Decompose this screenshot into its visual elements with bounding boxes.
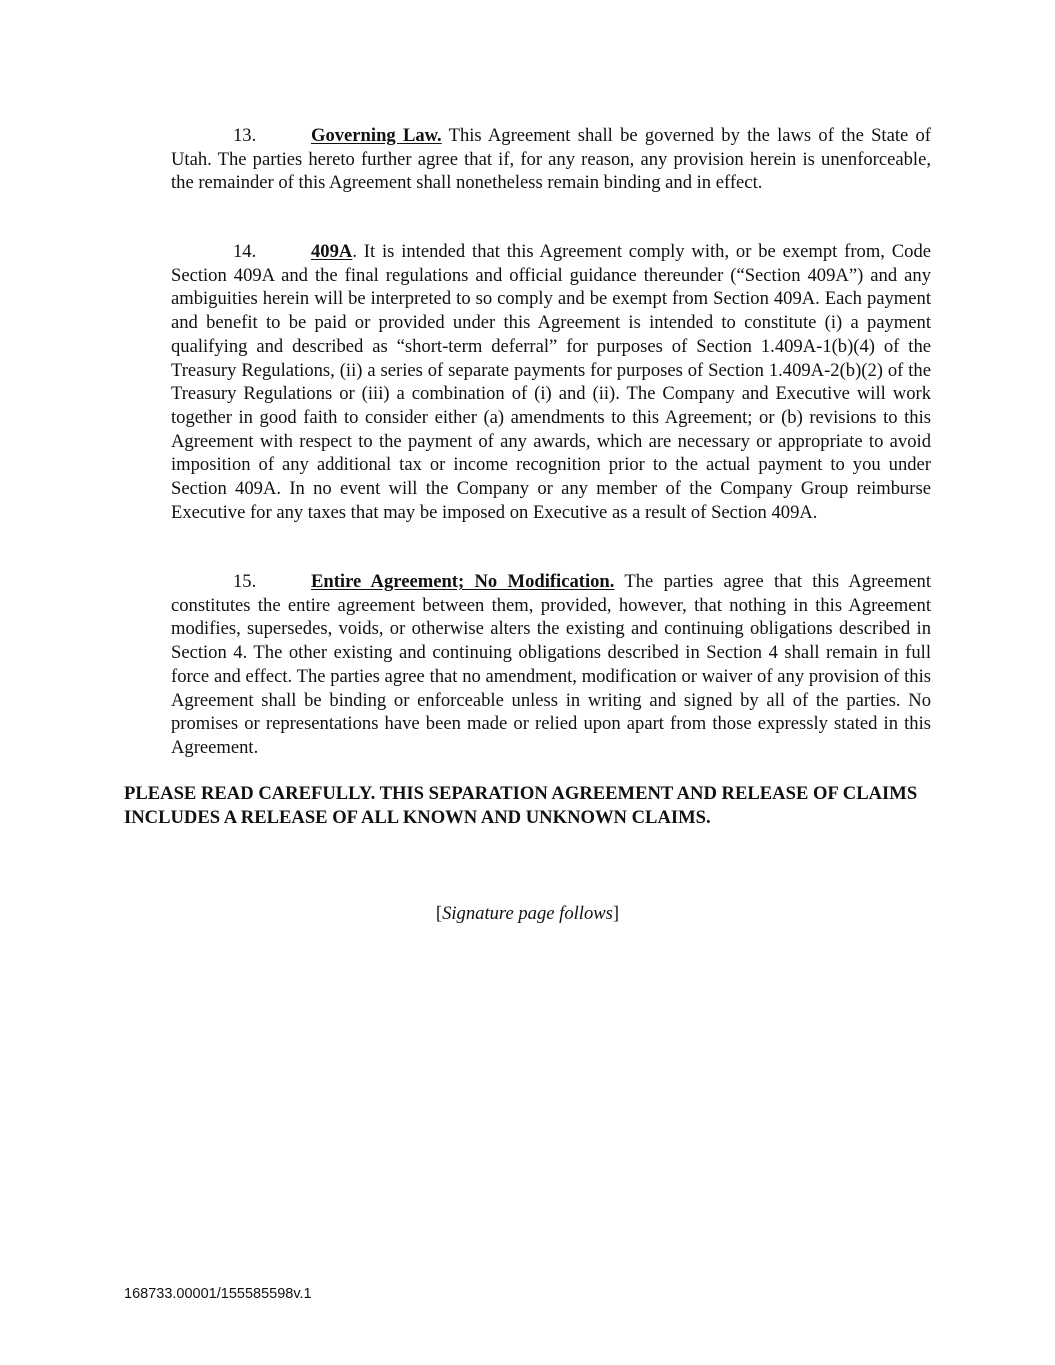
section-body: The parties agree that this Agreement constitutes the entire agreement between them, provided, however, that nothing in this Agreement modifies, supersedes, voids, or otherwise alters the existing and continuing obligations described in Section 4. The other existing and continuing obligations described in Section 4 shall remain in full force and effect. The parties agree that no amendment, modification or waiver of any provision of this Agreement shall be binding or enforceable unless in writing and signed by all of the parties. No promises or representations have been made or relied upon apart from those expressly stated in this Agreement. (171, 571, 931, 758)
section-governing-law (171, 124, 931, 195)
section-409a (171, 240, 931, 524)
section-number: 14. (233, 241, 257, 262)
signature-note-text: Signature page follows (442, 903, 613, 924)
section-heading: Governing Law. (311, 125, 442, 146)
section-number: 13. (233, 125, 257, 146)
section-heading: Entire Agreement; No Modification. (311, 571, 615, 592)
document-id: 168733.00001/155585598v.1 (124, 1286, 312, 1302)
section-body: . It is intended that this Agreement comply with, or be exempt from, Code Section 409A and the final regulations and official guidance thereunder (“Section 409A”) and any ambiguities herein will be interpreted to so comply and be exempt from Section 409A. Each payment and benefit to be paid or provided under this Agreement is intended to constitute (i) a payment qualifying and described as “short-term deferral” for purposes of Section 1.409A-1(b)(4) of the Treasury Regulations, (ii) a series of separate payments for purposes of Section 1.409A-2(b)(2) of the Treasury Regulations or (iii) a combination of (i) and (ii). The Company and Executive will work together in good faith to consider either (a) amendments to this Agreement; or (b) revisions to this Agreement with respect to the payment of any awards, which are necessary or appropriate to avoid imposition of any additional tax or income recognition prior to the actual payment to you under Section 409A. In no event will the Company or any member of the Company Group reimburse Executive for any taxes that may be imposed on Executive as a result of Section 409A. (171, 241, 931, 523)
section-entire-agreement (171, 570, 931, 760)
section-number: 15. (233, 571, 257, 592)
section-body: This Agreement shall be governed by the laws of the State of Utah. The parties hereto further agree that if, for any reason, any provision herein is unenforceable, the remainder of this Agreement shall nonetheless remain binding and in effect. (171, 125, 931, 194)
signature-page-note (0, 902, 1055, 926)
close-bracket: ] (612, 903, 620, 924)
section-heading: 409A (311, 241, 353, 262)
release-notice: PLEASE READ CAREFULLY. THIS SEPARATION AGREEMENT AND RELEASE OF CLAIMS INCLUDES A RELEASE OF ALL KNOWN AND UNKNOWN CLAIMS. (124, 783, 918, 828)
open-bracket: [ (435, 903, 443, 924)
